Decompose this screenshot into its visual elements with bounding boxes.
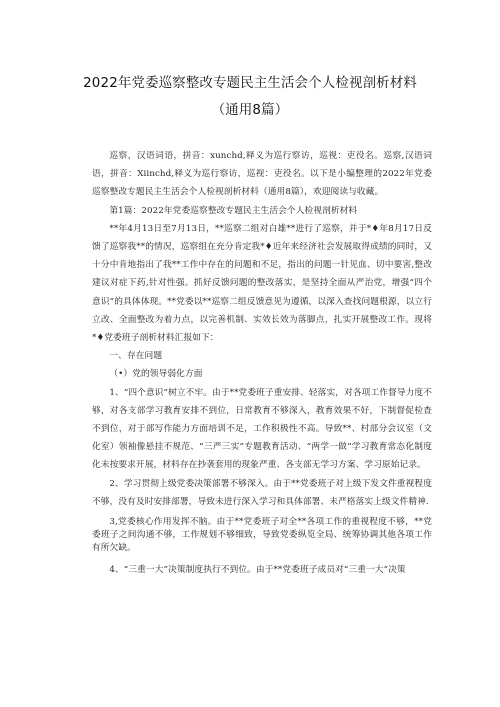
heading-existing-problems: 一、存在问题 xyxy=(109,351,163,362)
document-body xyxy=(92,147,432,579)
problem-item-1: 1、“四个意识”树立不牢。由于**党委班子重安排、轻落实，对各项工作督导力度不够，对各支部学习教育安排不到位，日常教育不够深入，教育效果不好，下制督促检查不到位，对于部写作能力方面培训不足，工作积极性不高。导致**、村部分会议室（文化室）领袖像悬挂不规范、“三严三实”专题教育活动、“两学一做”学习教育常态化制度化未按要求开展，材料存在抄袭套用的现象严重、各支部无学习方案、学习原始记录。 xyxy=(92,387,432,471)
problem-item-4: 4、“三重一大”决策制度执行不到位。由于**党委班子成员对“三重一大”决策 xyxy=(109,564,406,575)
background-paragraph: **年4月13日至7月13日，**巡察二组对白雄**进行了巡察，并于*♦年8月17日反馈了巡察我**的情况，巡察组在充分肯定我*♦近年来经济社会发展取得成绩的同时，又十分中肯地指出了我**工作中存在的问题和不足，指出的问题一针见血、切中要害,整改建议对症下药,针对性强。抓好反馈问题的整改落实，是坚持全面从严治党，增强“四个意识”的具体体现。**党委以**巡察二组反馈意见为遵循，以深入查找问题根源，以立行立改、全面整改为着力点，以完善机制、实效长效为落脚点，扎实开展整改工作。现将*♦党委班子剖析材料汇报如下： xyxy=(92,223,432,344)
section-heading: 第1篇：2022年党委巡察整改专题民主生活会个人检视剖析材料 xyxy=(109,205,358,216)
subheading-party-leadership: （•）党的领导弱化方面 xyxy=(109,369,203,380)
document-title: 2022年党委巡察整改专题民主生活会个人检视剖析材料 xyxy=(83,76,417,91)
intro-paragraph: 巡察，汉语词语，拼音：xunchd,释义为巡行察访，巡视：吏役名。巡察,汉语词语，拼音：Xiinchd,释义为巡行察访，巡视：吏役名。以下是小编整理的2022年党委巡察整改专题民主生活会个人检视剖析材料（通用8篇），欢迎阅读与收藏。 xyxy=(92,151,432,198)
problem-item-2: 2、学习贯彻上级党委决策部署不够深入。由于**党委班子对上级下发文件重视程度不够，没有及时安排部署，导致未进行深入学习和具体部署、未严格落实上级文件精神. xyxy=(92,478,432,507)
document-subtitle: （通用8篇） xyxy=(211,103,289,118)
problem-item-3: 3,党委核心作用发挥不脑。由于**党委班子对全**各项工作的重视程度不够，**党委班子之间沟通不够，工作规划不够细致，导致党委纵览全局、统筹协调其他各项工作有所欠缺。 xyxy=(92,517,432,554)
